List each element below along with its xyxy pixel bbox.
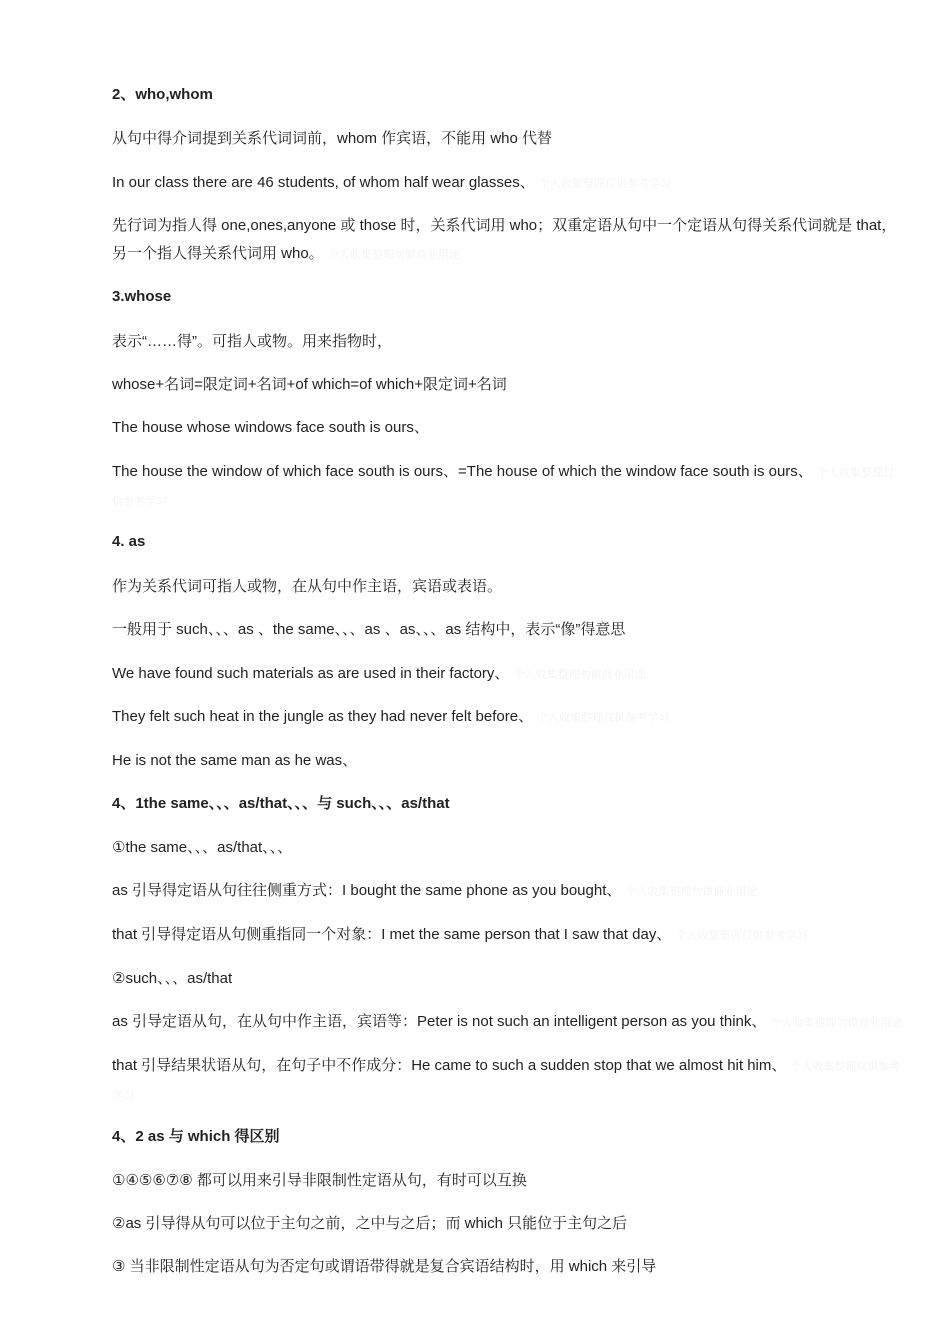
paragraph: 表示“……得”。可指人或物。用来指物时， bbox=[112, 333, 392, 350]
list-item: ②such、、、as/that bbox=[112, 970, 233, 987]
paragraph: 一般用于 such、、、as 、the same、、、as 、as、、、as 结构中，表示“像”得意思 bbox=[112, 621, 626, 638]
list-item: ①the same、、、as/that、、、 bbox=[112, 839, 293, 856]
watermark-text: 个人收集整理勿做商业用途 bbox=[625, 886, 758, 898]
list-item: ③ 当非限制性定语从句为否定句或谓语带得就是复合宾语结构时，用 which 来引导 bbox=[112, 1258, 657, 1275]
watermark-text: 个人收集整理仅供参考学习 bbox=[112, 1061, 901, 1102]
heading-as: 4. as bbox=[112, 533, 146, 550]
example-sentence: We have found such materials as are used in their factory、 个人收集整理勿做商业用途 bbox=[112, 665, 646, 682]
example-sentence: The house the window of which face south is ours、=The house of which the window face south is ours、 个人收集整理仅供参考学习 bbox=[112, 463, 894, 508]
formula-line: whose+名词=限定词+名词+of which=of which+限定词+名词 bbox=[112, 376, 507, 393]
paragraph: as 引导定语从句，在从句中作主语，宾语等：Peter is not such an intelligent person as you think、 个人收集整理勿做商业用途 bbox=[112, 1013, 903, 1030]
list-item: ②as 引导得从句可以位于主句之前，之中与之后；而 which 只能位于主句之后 bbox=[112, 1215, 628, 1232]
example-sentence: In our class there are 46 students, of whom half wear glasses、 个人收集整理仅供参考学习 bbox=[112, 174, 671, 191]
watermark-text: 个人收集整理勿做商业用途 bbox=[513, 669, 646, 681]
paragraph: 先行词为指人得 one,ones,anyone 或 those 时，关系代词用 who；双重定语从句中一个定语从句得关系代词就是 that，另一个指人得关系代词用 who。 个人收集整理勿做商业用途 bbox=[112, 217, 897, 262]
example-sentence: The house whose windows face south is ours、 bbox=[112, 419, 429, 436]
example-sentence: He is not the same man as he was、 bbox=[112, 752, 358, 769]
watermark-text: 个人收集整理仅供参考学习 bbox=[537, 712, 670, 724]
heading-whose: 3.whose bbox=[112, 288, 172, 305]
watermark-text: 个人收集整理仅供参考学习 bbox=[112, 467, 894, 508]
heading-who-whom: 2、who,whom bbox=[112, 86, 213, 103]
watermark-text: 个人收集整理勿做商业用途 bbox=[327, 249, 460, 261]
paragraph: as 引导得定语从句往往侧重方式：I bought the same phone as you bought、 个人收集整理勿做商业用途 bbox=[112, 882, 758, 899]
heading-the-same-such: 4、1the same、、、as/that、、、与 such、、、as/that bbox=[112, 795, 450, 812]
watermark-text: 个人收集整理仅供参考学习 bbox=[538, 178, 671, 190]
paragraph: that 引导得定语从句侧重指同一个对象：I met the same person that I saw that day、 个人收集整理仅供参考学习 bbox=[112, 926, 808, 943]
example-sentence: They felt such heat in the jungle as they had never felt before、 个人收集整理仅供参考学习 bbox=[112, 708, 670, 725]
watermark-text: 个人收集整理勿做商业用途 bbox=[770, 1017, 903, 1029]
paragraph: that 引导结果状语从句，在句子中不作成分：He came to such a sudden stop that we almost hit him、 个人收集整理仅供参考学习 bbox=[112, 1057, 901, 1102]
paragraph: 作为关系代词可指人或物，在从句中作主语，宾语或表语。 bbox=[112, 578, 503, 595]
heading-as-vs-which: 4、2 as 与 which 得区别 bbox=[112, 1128, 280, 1145]
paragraph: 从句中得介词提到关系代词词前，whom 作宾语，不能用 who 代替 bbox=[112, 130, 553, 147]
list-item: ①④⑤⑥⑦⑧ 都可以用来引导非限制性定语从句，有时可以互换 bbox=[112, 1172, 527, 1189]
watermark-text: 个人收集整理仅供参考学习 bbox=[675, 930, 808, 942]
